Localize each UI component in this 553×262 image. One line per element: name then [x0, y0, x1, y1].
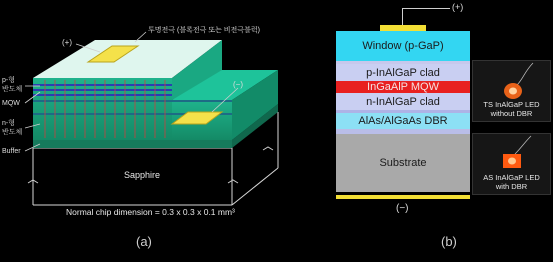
led-photo-with-dbr	[472, 133, 551, 195]
epi-layer-8: Substrate	[336, 134, 470, 192]
panel-b-caption: (b)	[441, 234, 457, 249]
top-contact-label: (+)	[452, 2, 464, 12]
epi-layer-0: Window (p-GaP)	[336, 31, 470, 61]
buffer-layer	[33, 140, 232, 148]
epi-layer-3: InGaAlP MQW	[336, 81, 470, 93]
top-contact-lead	[402, 8, 403, 25]
mqw-label: MQW	[2, 100, 20, 107]
bottom-contact-label: (−)	[396, 203, 409, 214]
epi-layer-6: AlAs/AlGaAs DBR	[336, 113, 470, 129]
epi-layer-2: p-InAlGaP clad	[336, 64, 470, 81]
p-contact-label: (+)	[62, 38, 72, 47]
mesa-front	[33, 78, 172, 140]
sapphire-label: Sapphire	[124, 170, 161, 180]
photo-caption-without-dbr: TS InAlGaP LED without DBR	[483, 100, 540, 118]
led-photo-without-dbr	[472, 60, 551, 122]
top-electrode-annotation: 투명전극 (블록전극 또는 비전극블럭)	[148, 27, 260, 34]
chip-dimension-text: Normal chip dimension = 0.3 x 0.3 x 0.1 mm³	[66, 207, 235, 217]
photo-caption-with-dbr: AS InAlGaP LED with DBR	[483, 173, 540, 191]
p-type-label: p-형 반도체	[2, 77, 23, 93]
n-type-label: n-형 반도체	[2, 120, 23, 136]
bottom-contact-bar	[336, 195, 470, 199]
n-contact-label: (−)	[233, 80, 243, 89]
buffer-label: Buffer	[2, 148, 21, 155]
panel-a-caption: (a)	[136, 234, 152, 249]
top-contact-lead-h	[402, 8, 450, 9]
epi-layer-4: n-InAlGaP clad	[336, 93, 470, 110]
